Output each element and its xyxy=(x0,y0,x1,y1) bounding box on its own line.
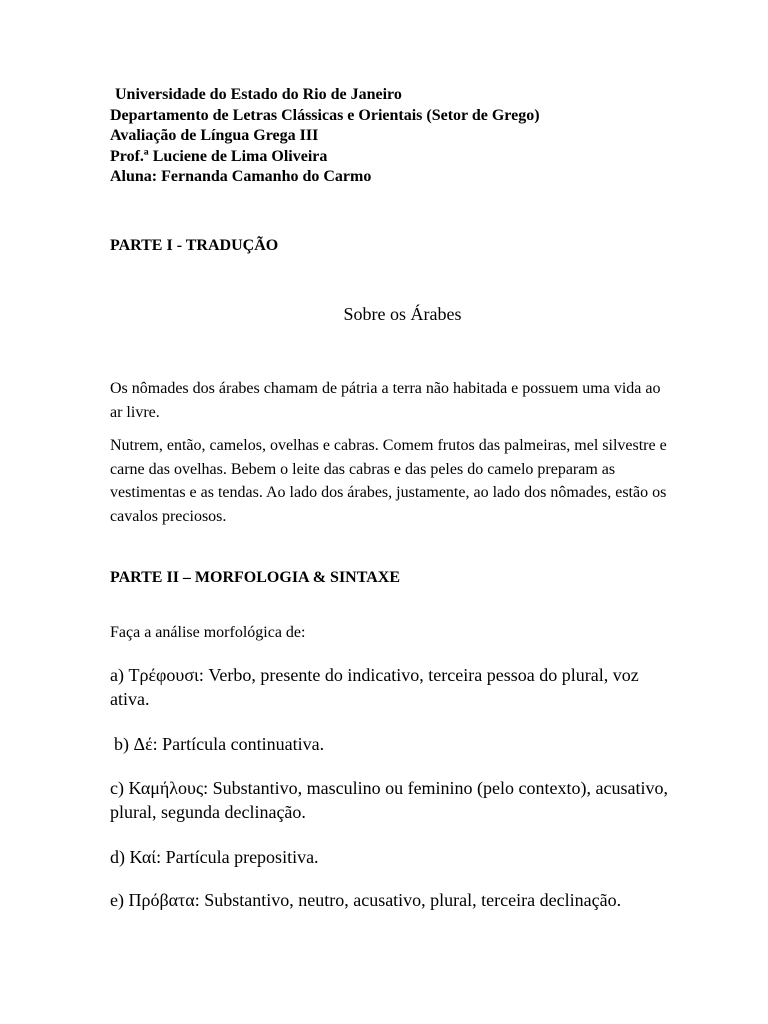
translation-title: Sobre os Árabes xyxy=(343,304,462,324)
translation-paragraph-1: Os nômades dos árabes chamam de pátria a terra não habitada e possuem uma vida ao ar livre. xyxy=(110,380,661,421)
analysis-item-a: a) Τρέφουσι: Verbo, presente do indicativo, terceira pessoa do plural, voz ativa. xyxy=(110,665,639,709)
part1-heading: PARTE I - TRADUÇÃO xyxy=(110,237,279,254)
analysis-item-e: e) Πρόβατα: Substantivo, neutro, acusativo, plural, terceira declinação. xyxy=(110,890,622,910)
header-course: Avaliação de Língua Grega III xyxy=(110,127,319,144)
part2-heading: PARTE II – MORFOLOGIA & SINTAXE xyxy=(110,569,400,586)
header-university: Universidade do Estado do Rio de Janeiro xyxy=(115,86,402,103)
header-department: Departamento de Letras Clássicas e Orientais (Setor de Grego) xyxy=(110,106,540,124)
analysis-instruction: Faça a análise morfológica de: xyxy=(110,624,306,641)
translation-paragraph-2: Nutrem, então, camelos, ovelhas e cabras. Comem frutos das palmeiras, mel silvestre e carne das ovelhas. Bebem o leite das cabras e das peles do camelo preparam as vestimentas e as tendas. Ao lado dos árabes, justamente, ao lado dos nômades, estão os cavalos preciosos. xyxy=(110,437,667,525)
header-professor: Prof.ª Luciene de Lima Oliveira xyxy=(110,147,328,165)
header-student: Aluna: Fernanda Camanho do Carmo xyxy=(110,168,372,185)
analysis-item-d: d) Καί: Partícula prepositiva. xyxy=(110,847,319,867)
analysis-item-c: c) Καμήλους: Substantivo, masculino ou feminino (pelo contexto), acusativo, plural, segunda declinação. xyxy=(110,778,668,822)
analysis-item-b: b) Δέ: Partícula continuativa. xyxy=(114,734,325,754)
document-header xyxy=(110,85,540,188)
